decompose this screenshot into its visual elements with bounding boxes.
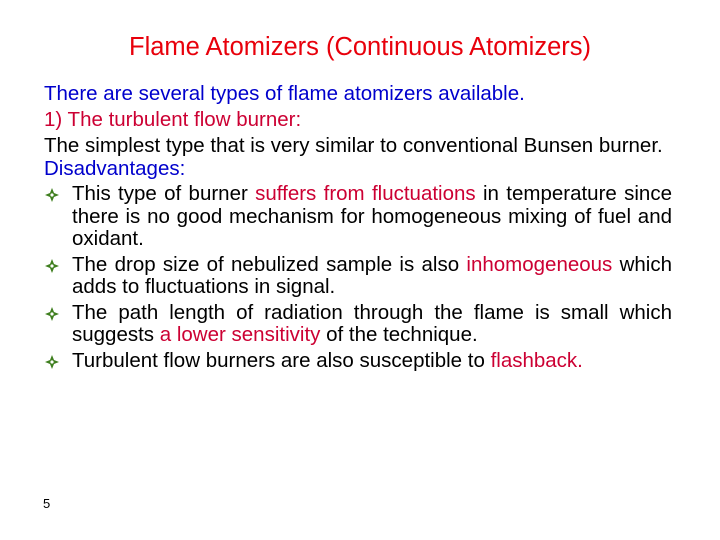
emphasis-text: suffers from fluctuations — [255, 182, 476, 205]
bullet-item — [44, 183, 672, 251]
disadvantages-heading: Disadvantages: — [44, 157, 186, 180]
bullet-text: This type of burner suffers from fluctuations in temperature since there is no good mechanism for homogeneous mixing of fuel and oxidant. — [72, 182, 672, 250]
emphasis-text: inhomogeneous — [466, 252, 613, 276]
bullet-item — [44, 254, 672, 299]
emphasis-text: a lower sensitivity — [159, 323, 321, 346]
bullet-text: The drop size of nebulized sample is also inhomogeneous which adds to fluctuations in signal. — [72, 252, 673, 298]
slide-body — [44, 82, 672, 378]
emphasis-text: flashback. — [490, 348, 583, 372]
section-heading: 1) The turbulent flow burner: — [44, 108, 302, 131]
slide-title: Flame Atomizers (Continuous Atomizers) — [129, 33, 591, 61]
bullet-item — [44, 302, 672, 347]
diamond-bullet-icon — [44, 183, 72, 209]
intro-text: There are several types of flame atomizers available. — [44, 82, 525, 105]
slide-number: 5 — [43, 496, 51, 511]
bullet-item — [44, 350, 672, 376]
diamond-bullet-icon — [44, 302, 72, 328]
bullet-text: Turbulent flow burners are also susceptible to flashback. — [72, 348, 583, 372]
description-text: The simplest type that is very similar to conventional Bunsen burner. — [44, 134, 663, 157]
diamond-bullet-icon — [44, 254, 72, 280]
diamond-bullet-icon — [44, 350, 72, 376]
bullet-text: The path length of radiation through the flame is small which suggests a lower sensitivity of the technique. — [72, 300, 672, 346]
